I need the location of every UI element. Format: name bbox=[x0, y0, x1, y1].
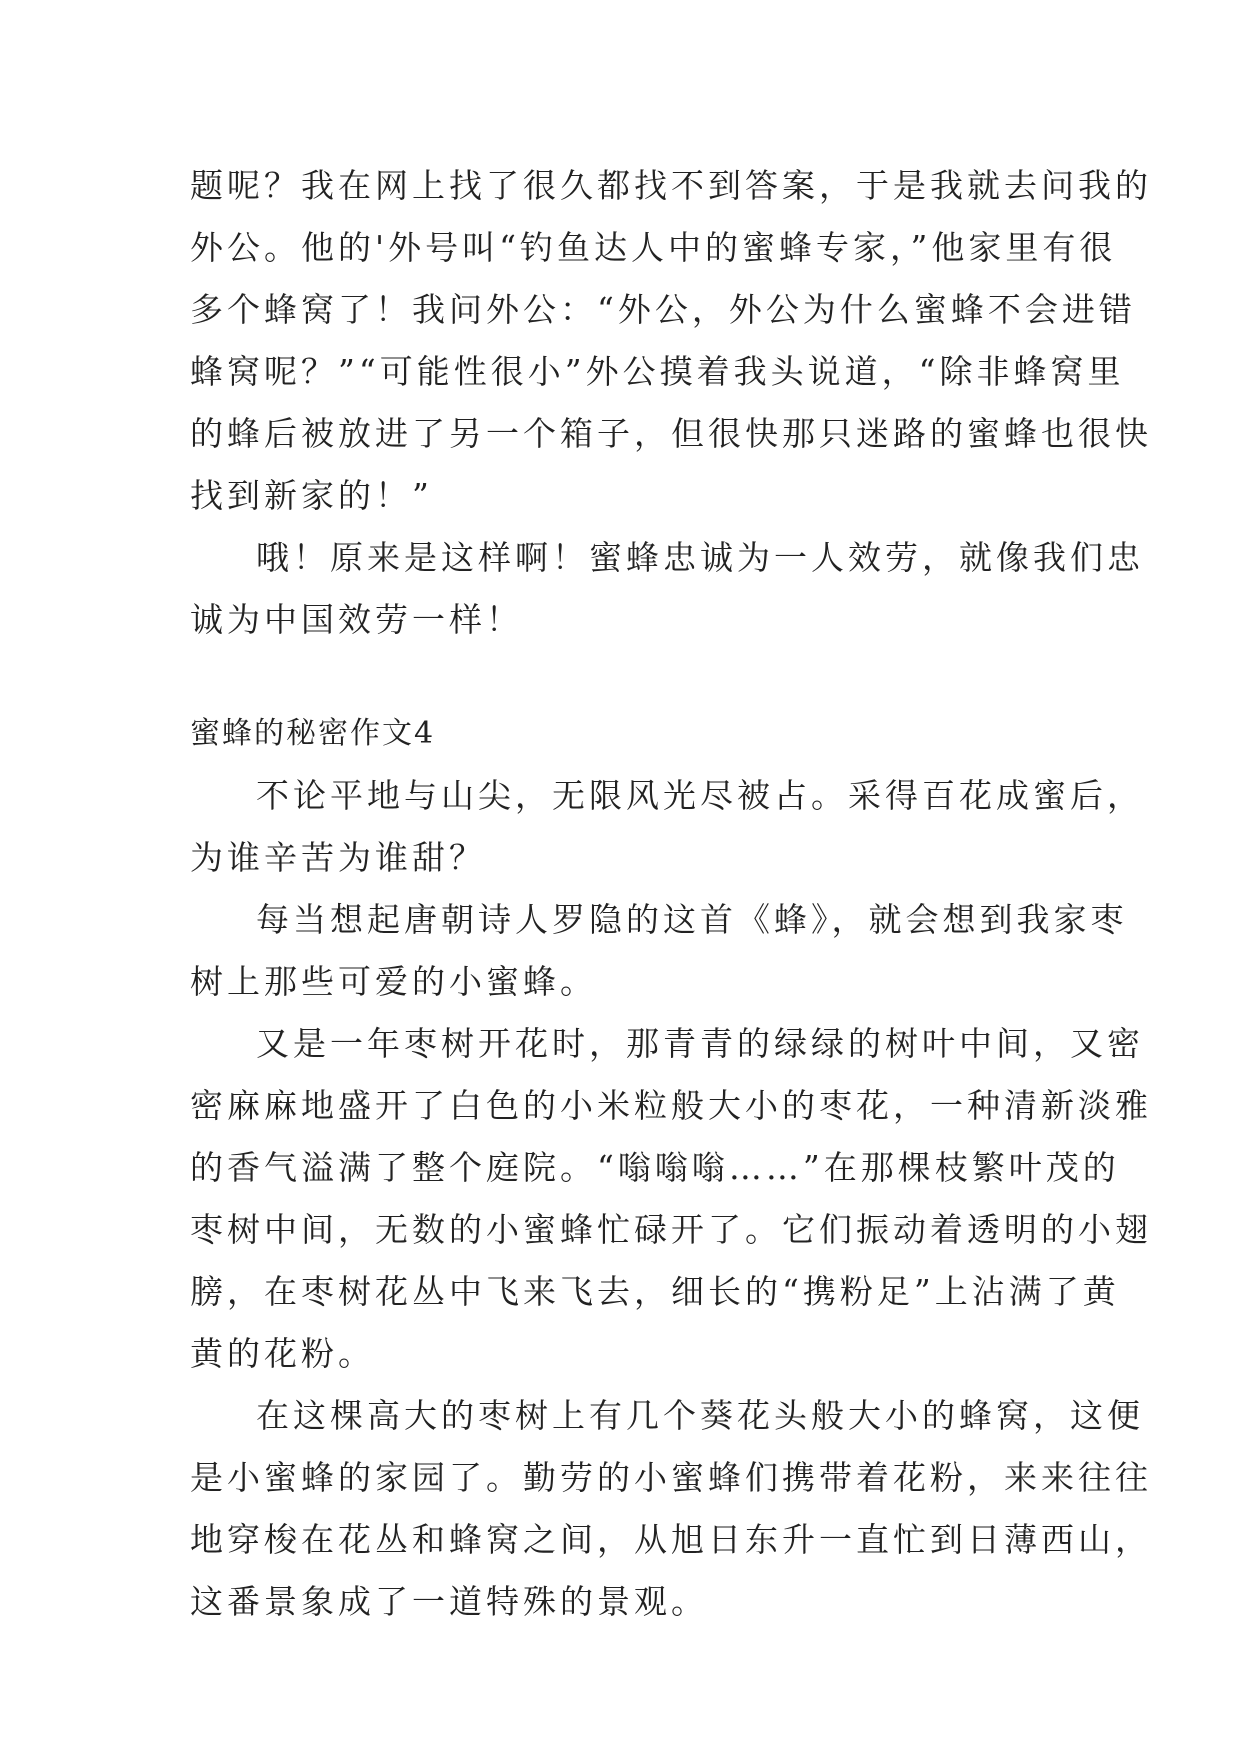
text-line: 不论平地与山尖，无限风光尽被占。采得百花成蜜后， bbox=[256, 776, 1144, 815]
paragraph-1 bbox=[190, 889, 1128, 1013]
text-line: 又是一年枣树开花时，那青青的绿绿的树叶中间，又密 bbox=[256, 1024, 1144, 1063]
text-line: 多个蜂窝了！我问外公：“外公，外公为什么蜜蜂不会进错 bbox=[190, 290, 1136, 329]
text-line: 的香气溢满了整个庭院。“嗡嗡嗡……”在那棵枝繁叶茂的 bbox=[190, 1148, 1120, 1187]
paragraph-3 bbox=[190, 1385, 1152, 1633]
text-line: 为谁辛苦为谁甜？ bbox=[190, 838, 486, 877]
text-line: 黄的花粉。 bbox=[190, 1334, 375, 1373]
paragraph-continuation bbox=[190, 155, 1152, 527]
text-line: 密麻麻地盛开了白色的小米粒般大小的枣花，一种清新淡雅 bbox=[190, 1086, 1152, 1125]
text-line: 蜂窝呢？”“可能性很小”外公摸着我头说道，“除非蜂窝里 bbox=[190, 352, 1125, 391]
text-line: 哦！原来是这样啊！蜜蜂忠诚为一人效劳，就像我们忠 bbox=[256, 538, 1144, 577]
text-line: 题呢？我在网上找了很久都找不到答案，于是我就去问我的 bbox=[190, 166, 1152, 205]
text-line: 外公。他的'外号叫“钓鱼达人中的蜜蜂专家，”他家里有很 bbox=[190, 228, 1117, 267]
text-line: 枣树中间，无数的小蜜蜂忙碌开了。它们振动着透明的小翅 bbox=[190, 1210, 1152, 1249]
spacer bbox=[190, 651, 1050, 703]
text-line: 膀，在枣树花丛中飞来飞去，细长的“携粉足”上沾满了黄 bbox=[190, 1272, 1120, 1311]
text-line: 找到新家的！” bbox=[190, 476, 433, 515]
text-line: 树上那些可爱的小蜜蜂。 bbox=[190, 962, 597, 1001]
text-line: 每当想起唐朝诗人罗隐的这首《蜂》，就会想到我家枣 bbox=[256, 900, 1128, 939]
document-body bbox=[190, 155, 1152, 1633]
paragraph-conclusion bbox=[190, 527, 1144, 651]
text-line: 地穿梭在花丛和蜂窝之间，从旭日东升一直忙到日薄西山， bbox=[190, 1520, 1152, 1559]
poem-paragraph bbox=[190, 765, 1144, 889]
section-heading: 蜜蜂的秘密作文4 bbox=[190, 716, 436, 751]
paragraph-2 bbox=[190, 1013, 1152, 1385]
text-line: 是小蜜蜂的家园了。勤劳的小蜜蜂们携带着花粉，来来往往 bbox=[190, 1458, 1152, 1497]
text-line: 诚为中国效劳一样！ bbox=[190, 600, 523, 639]
text-line: 在这棵高大的枣树上有几个葵花头般大小的蜂窝，这便 bbox=[256, 1396, 1144, 1435]
text-line: 的蜂后被放进了另一个箱子，但很快那只迷路的蜜蜂也很快 bbox=[190, 414, 1152, 453]
text-line: 这番景象成了一道特殊的景观。 bbox=[190, 1582, 708, 1621]
